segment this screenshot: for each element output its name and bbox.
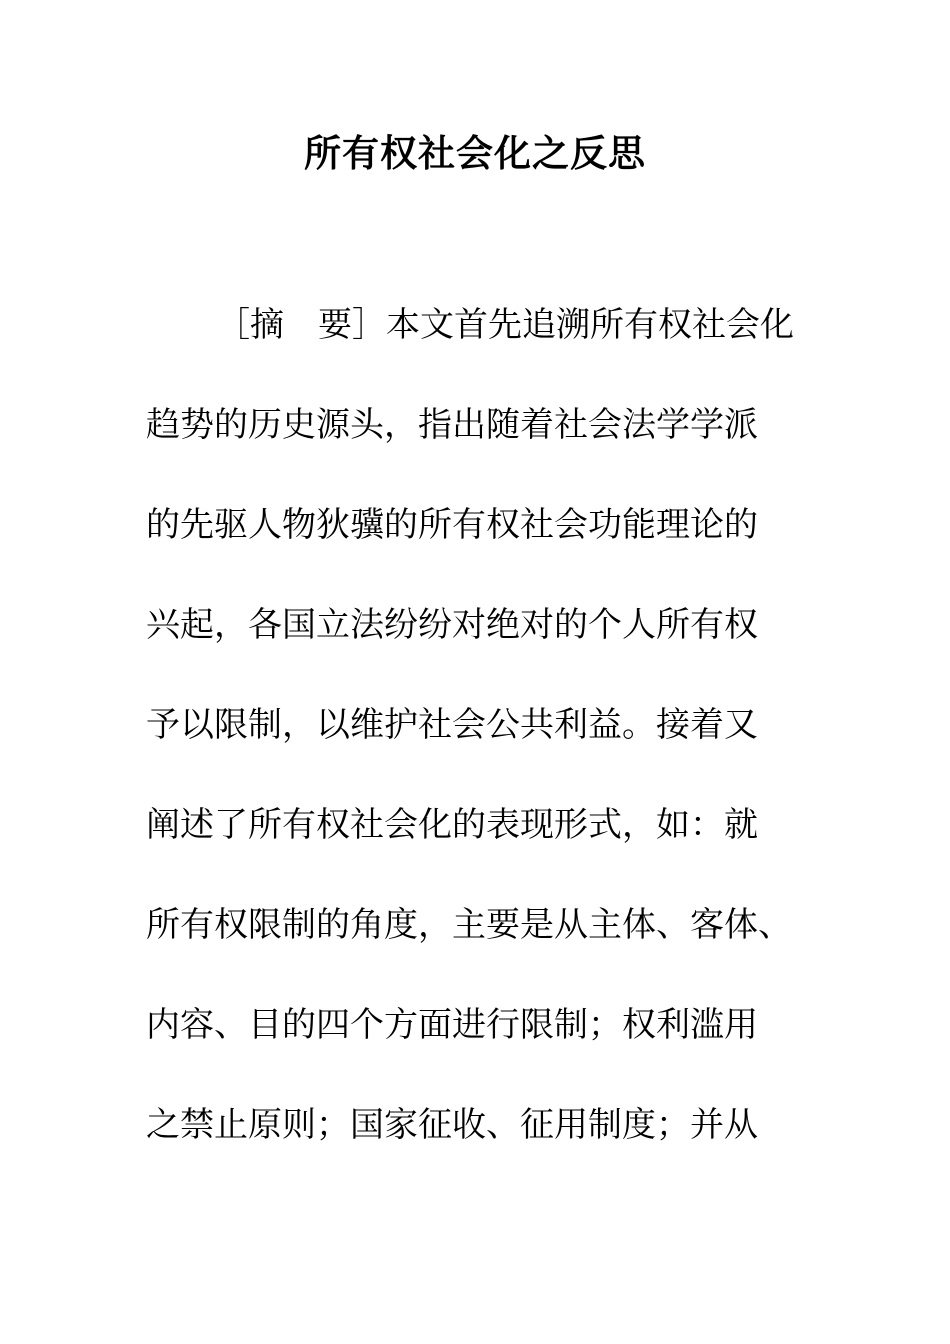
abstract-line: ［摘 要］本文首先追溯所有权社会化 [216, 305, 794, 345]
abstract-line: 趋势的历史源头，指出随着社会法学学派 [146, 405, 758, 445]
document-title: 所有权社会化之反思 [304, 132, 646, 175]
abstract-line: 予以限制，以维护社会公共利益。接着又 [146, 705, 758, 745]
abstract-line: 的先驱人物狄骥的所有权社会功能理论的 [146, 505, 758, 545]
abstract-line: 之禁止原则；国家征收、征用制度；并从 [146, 1105, 758, 1145]
abstract-line: 兴起，各国立法纷纷对绝对的个人所有权 [146, 605, 758, 645]
abstract-line: 所有权限制的角度，主要是从主体、客体、 [146, 905, 792, 945]
abstract-line: 内容、目的四个方面进行限制；权利滥用 [146, 1005, 758, 1045]
abstract-line: 阐述了所有权社会化的表现形式，如：就 [146, 805, 758, 845]
